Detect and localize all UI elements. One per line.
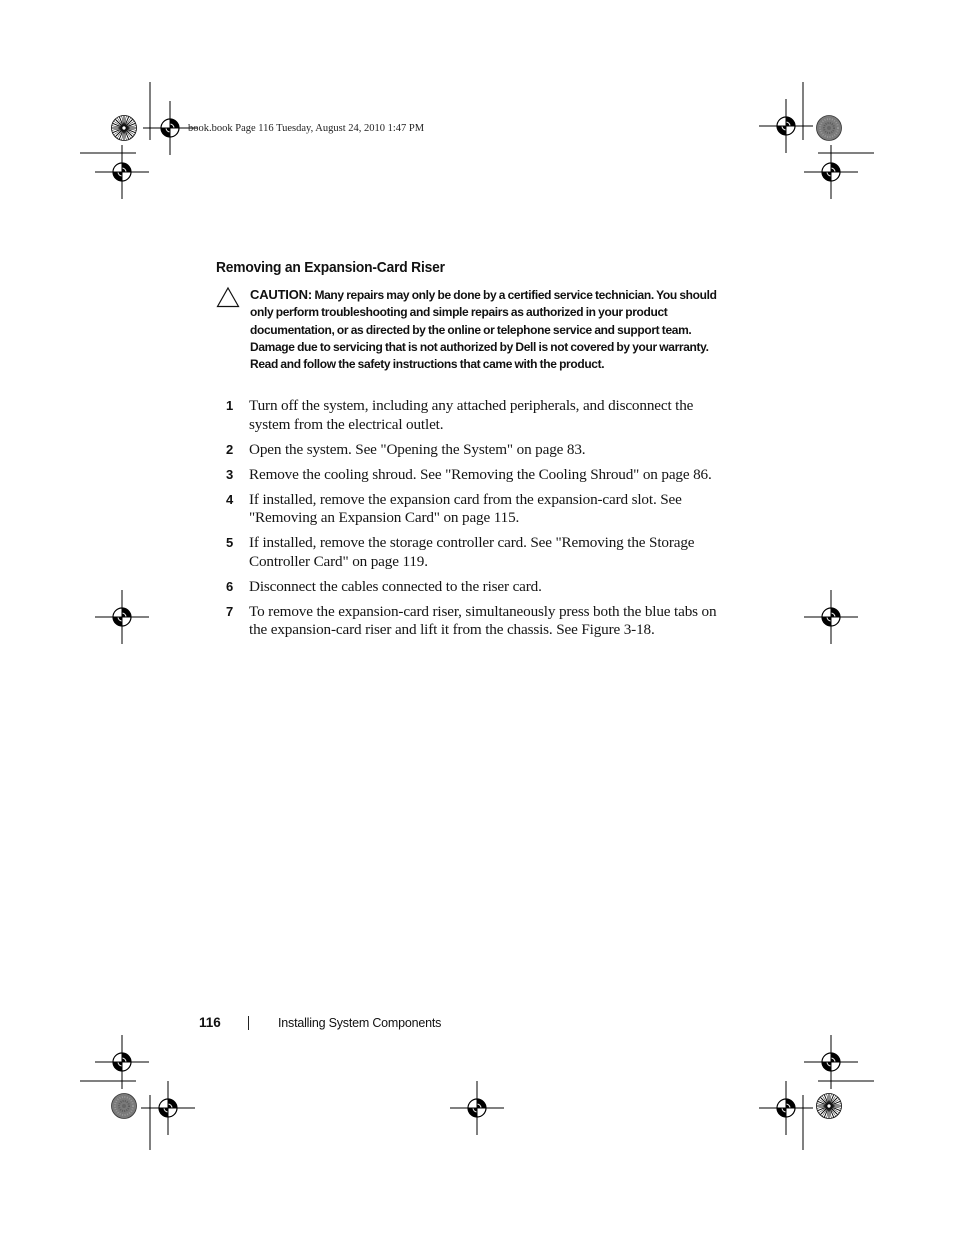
caution-label: CAUTION:	[250, 287, 312, 302]
step-number: 7	[226, 603, 234, 619]
step-text: Disconnect the cables connected to the riser card.	[249, 577, 542, 595]
procedure-steps	[226, 397, 726, 646]
step-text: Remove the cooling shroud. See "Removing the Cooling Shroud" on page 86.	[249, 465, 712, 483]
step-item	[226, 578, 726, 597]
step-number: 5	[226, 535, 234, 550]
step-number: 6	[226, 578, 234, 594]
caution-notice	[216, 286, 726, 373]
step-item	[226, 603, 726, 640]
section-title: Removing an Expansion-Card Riser	[216, 259, 445, 276]
page-number: 116	[199, 1015, 221, 1030]
step-text: If installed, remove the storage controller card. See "Removing the Storage Controller Card" on page 119.	[249, 534, 695, 570]
step-item	[226, 466, 726, 485]
print-job-stamp: book.book Page 116 Tuesday, August 24, 2010 1:47 PM	[188, 123, 425, 134]
caution-triangle-icon	[216, 286, 240, 308]
step-item	[226, 534, 726, 571]
step-number: 3	[226, 466, 234, 482]
step-number: 4	[226, 491, 234, 507]
step-number: 1	[226, 398, 234, 413]
footer-section-name: Installing System Components	[278, 1016, 442, 1030]
step-item	[226, 491, 726, 528]
step-text: Turn off the system, including any attached peripherals, and disconnect the system from the electrical outlet.	[249, 397, 694, 433]
step-text: To remove the expansion-card riser, simultaneously press both the blue tabs on the expansion-card riser and lift it from the chassis. See Figure 3-18.	[249, 602, 717, 638]
caution-text: Many repairs may only be done by a certified service technician. You should only perform troubleshooting and simple repairs as authorized in your product documentation, or as directed by the online or telephone service and support team. Damage due to servicing that is not authorized by Dell is not covered by your warranty. Read and follow the safety instructions that came with the product.	[250, 288, 717, 372]
step-text: Open the system. See "Opening the System" on page 83.	[249, 440, 586, 458]
step-item	[226, 441, 726, 460]
step-text: If installed, remove the expansion card from the expansion-card slot. See "Removing an Expansion Card" on page 115.	[249, 490, 682, 526]
caution-body	[250, 286, 736, 373]
step-item	[226, 397, 726, 434]
step-number: 2	[226, 441, 234, 457]
footer-divider	[248, 1016, 249, 1030]
